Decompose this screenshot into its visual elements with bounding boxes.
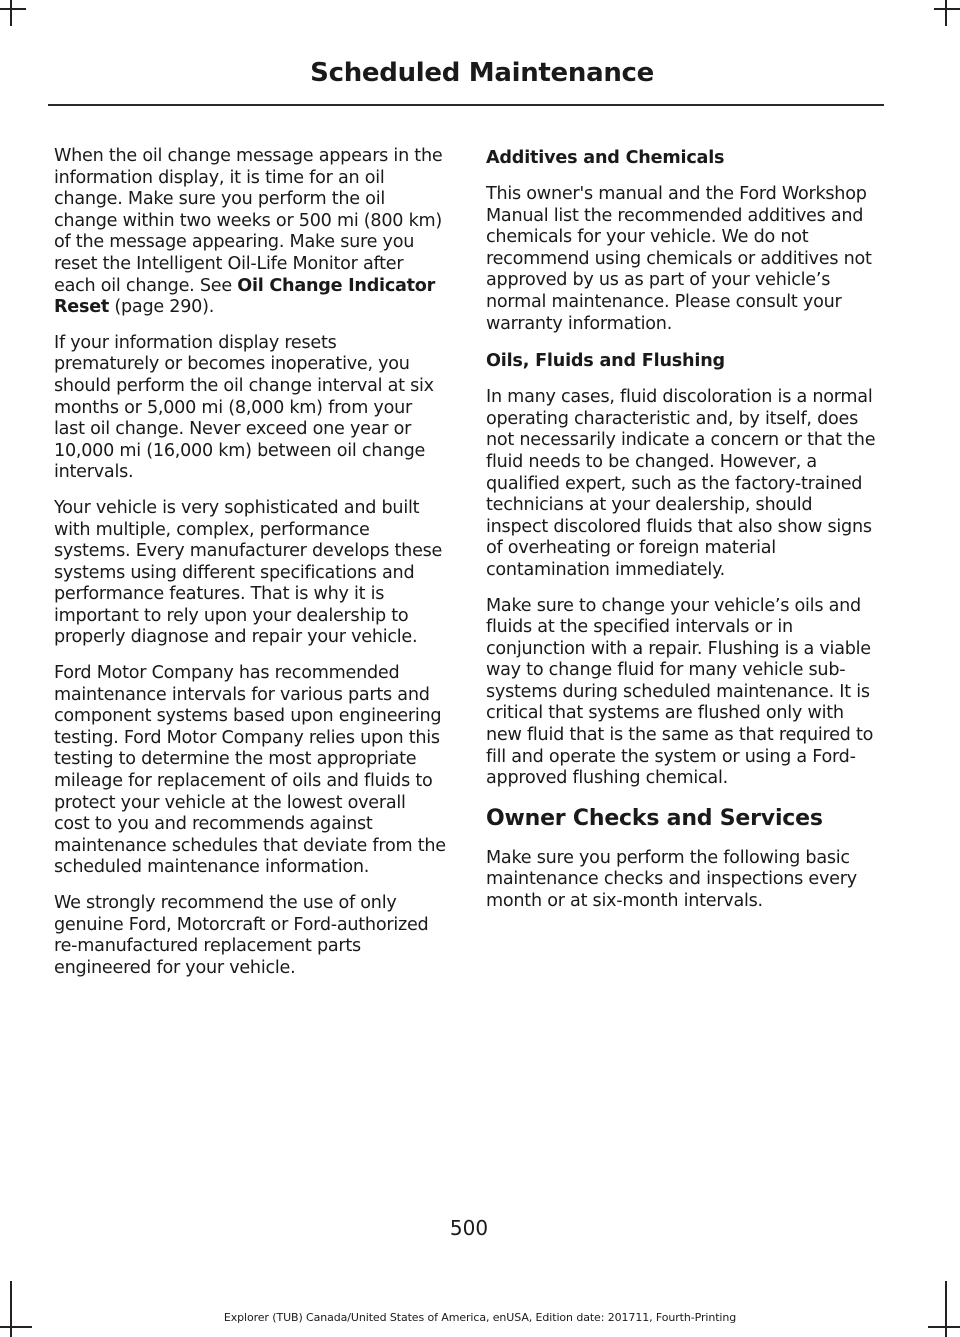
header-rule <box>48 104 884 106</box>
paragraph-flushing: Make sure to change your vehicle’s oils and fluids at the specified intervals or in conjunction with a repair. Flushing is a viable way to change fluid for many vehicle sub-systems during scheduled maintenance. It is critical that systems are flushed only with new fluid that is the same as that required to fill and operate the system or using a Ford-approved flushing chemical. <box>486 595 874 789</box>
paragraph-display-resets: If your information display resets prematurely or becomes inoperative, you should perform the oil change interval at six months or 5,000 mi (8,000 km) from your last oil change. Never exceed one year or 10,000 mi (16,000 km) between oil change intervals. <box>54 332 434 483</box>
paragraph-genuine-parts: We strongly recommend the use of only genuine Ford, Motorcraft or Ford-authorized re-manufactured replacement parts engineered for your vehicle. <box>54 893 429 978</box>
paragraph-text: When the oil change message appears in the information display, it is time for an oil change. Make sure you perform the oil change within two weeks or 500 mi (800 km) of the message appearing. Make sure you reset the Intelligent Oil-Life Monitor after each oil change. See <box>54 146 443 296</box>
crop-mark <box>10 1281 12 1337</box>
paragraph-sophisticated: Your vehicle is very sophisticated and built with multiple, complex, performance systems. Every manufacturer develops these systems using different specifications and performance features. That is why it is important to rely upon your dealership to properly diagnose and repair your vehicle. <box>54 497 443 648</box>
paragraph-owner-checks: Make sure you perform the following basic maintenance checks and inspections every month or at six-month intervals. <box>486 847 857 912</box>
heading-oils-fluids: Oils, Fluids and Flushing <box>486 351 725 372</box>
heading-additives: Additives and Chemicals <box>486 148 725 168</box>
crop-mark <box>945 1281 947 1337</box>
paragraph-additives: This owner's manual and the Ford Workshop Manual list the recommended additives and chemicals for your vehicle. We do not recommend using chemicals or additives not approved by us as part of your vehicle’s normal maintenance. Please consult your warranty information. <box>486 184 872 334</box>
oil-change-indicator-reset-link[interactable]: Oil Change Indicator Reset <box>54 275 436 318</box>
paragraph-intervals: Ford Motor Company has recommended maintenance intervals for various parts and component systems based upon engineering testing. Ford Motor Company relies upon this testing to determine the most appropriate mileage for replacement of oils and fluids to protect your vehicle at the lowest overall cost to you and recommends against maintenance schedules that deviate from the scheduled maintenance information. <box>54 663 446 878</box>
crop-mark <box>0 1326 32 1328</box>
heading-owner-checks: Owner Checks and Services <box>486 805 823 831</box>
left-column <box>54 146 446 993</box>
page-title: Scheduled Maintenance <box>310 58 654 88</box>
paragraph-discoloration: In many cases, fluid discoloration is a normal operating characteristic and, by itself, does not necessarily indicate a concern or that the fluid needs to be changed. However, a qualified expert, such as the factory-trained technicians at your dealership, should inspect discolored fluids that also show signs of overheating or foreign material contamination immediately. <box>486 387 876 580</box>
page-number: 500 <box>449 1216 489 1240</box>
footer-edition: Explorer (TUB) Canada/United States of America, enUSA, Edition date: 201711, Fourth-Printing <box>223 1311 737 1324</box>
paragraph-oil-change-message <box>54 146 446 319</box>
crop-mark <box>928 1326 960 1328</box>
crop-mark <box>10 0 12 26</box>
crop-mark <box>934 8 960 10</box>
page-reference: (page 290). <box>109 297 215 318</box>
crop-mark <box>0 8 26 10</box>
right-column <box>486 146 878 927</box>
crop-mark <box>945 0 947 26</box>
